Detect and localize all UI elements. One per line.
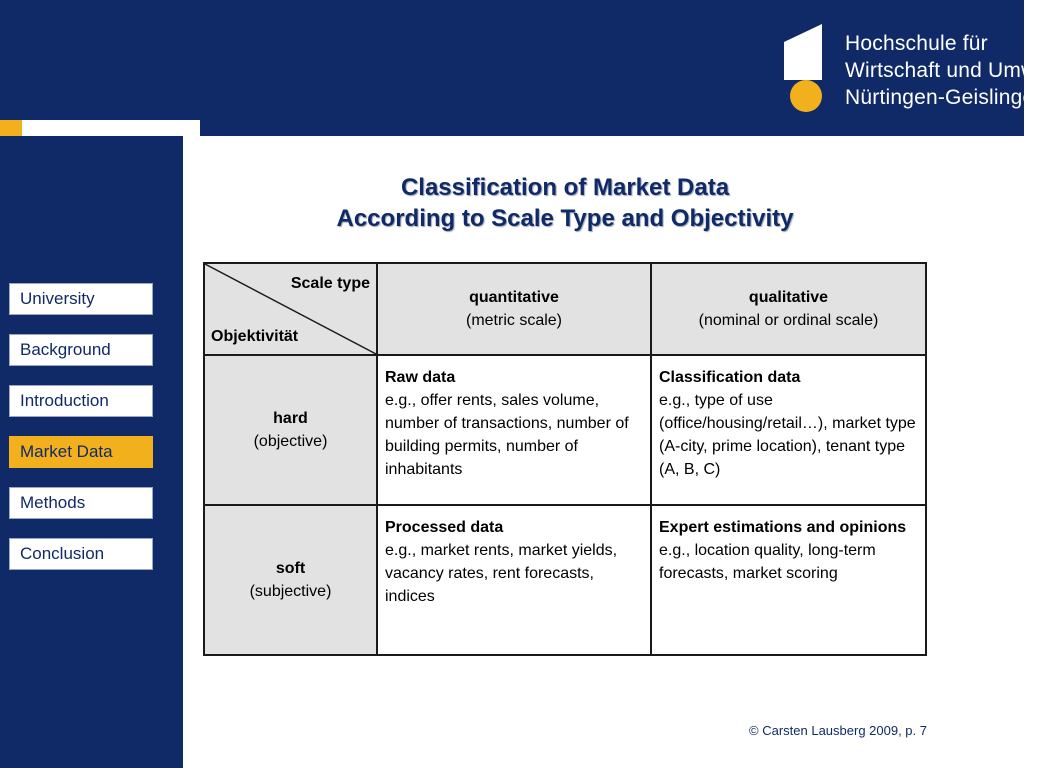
- page-title: [200, 172, 930, 234]
- row-header-soft: [204, 505, 377, 655]
- column-header-title: quantitative: [469, 289, 559, 306]
- cell-text: e.g., location quality, long-term forecasts, market scoring: [659, 542, 876, 582]
- cell-text: e.g., type of use (office/housing/retail…), market type (A-city, prime location), tenant type (A, B, C): [659, 392, 916, 478]
- cell-title: Raw data: [385, 369, 456, 386]
- university-name-line: Hochschule für: [845, 32, 988, 55]
- header-divider: [0, 120, 200, 136]
- cell-text: e.g., offer rents, sales volume, number of transactions, number of building permits, number of inhabitants: [385, 392, 629, 478]
- university-name-line: Wirtschaft und Umwelt: [845, 59, 1059, 82]
- column-header-title: qualitative: [748, 289, 829, 306]
- table-cell-classification-data: [651, 355, 926, 505]
- row-header-title: soft: [275, 560, 306, 577]
- page-title-line: According to Scale Type and Objectivity: [336, 205, 794, 232]
- row-header-title: hard: [273, 410, 308, 427]
- nav-item-university[interactable]: University: [9, 283, 153, 315]
- table-corner-cell: [204, 263, 377, 355]
- column-header-quantitative: [377, 263, 651, 355]
- table-cell-expert-estimations: [651, 505, 926, 655]
- row-header-hard: [204, 355, 377, 505]
- university-name-line: Nürtingen-Geislingen: [845, 86, 1047, 109]
- classification-table: [203, 262, 927, 656]
- nav-item-market-data[interactable]: Market Data: [9, 436, 153, 468]
- table-cell-processed-data: [377, 505, 651, 655]
- row-header-subtitle: (objective): [253, 433, 328, 450]
- row-axis-label: Objektivität: [211, 328, 299, 345]
- column-axis-label: Scale type: [290, 275, 370, 292]
- column-header-subtitle: (nominal or ordinal scale): [698, 312, 879, 329]
- copyright-footer: © Carsten Lausberg 2009, p. 7: [749, 723, 927, 738]
- nav-item-background[interactable]: Background: [9, 334, 153, 366]
- column-header-qualitative: [651, 263, 926, 355]
- row-header-subtitle: (subjective): [249, 583, 332, 600]
- cell-title: Processed data: [385, 519, 504, 536]
- university-logo-icon: [782, 22, 830, 114]
- university-name: [845, 30, 1059, 111]
- column-header-subtitle: (metric scale): [465, 312, 562, 329]
- page-title-line: Classification of Market Data: [400, 174, 730, 201]
- header-accent: [0, 120, 22, 136]
- cell-title: Classification data: [659, 369, 801, 386]
- nav-item-introduction[interactable]: Introduction: [9, 385, 153, 417]
- cell-text: e.g., market rents, market yields, vacancy rates, rent forecasts, indices: [385, 542, 618, 605]
- nav-item-methods[interactable]: Methods: [9, 487, 153, 519]
- cell-title: Expert estimations and opinions: [659, 519, 907, 536]
- nav-item-conclusion[interactable]: Conclusion: [9, 538, 153, 570]
- table-cell-raw-data: [377, 355, 651, 505]
